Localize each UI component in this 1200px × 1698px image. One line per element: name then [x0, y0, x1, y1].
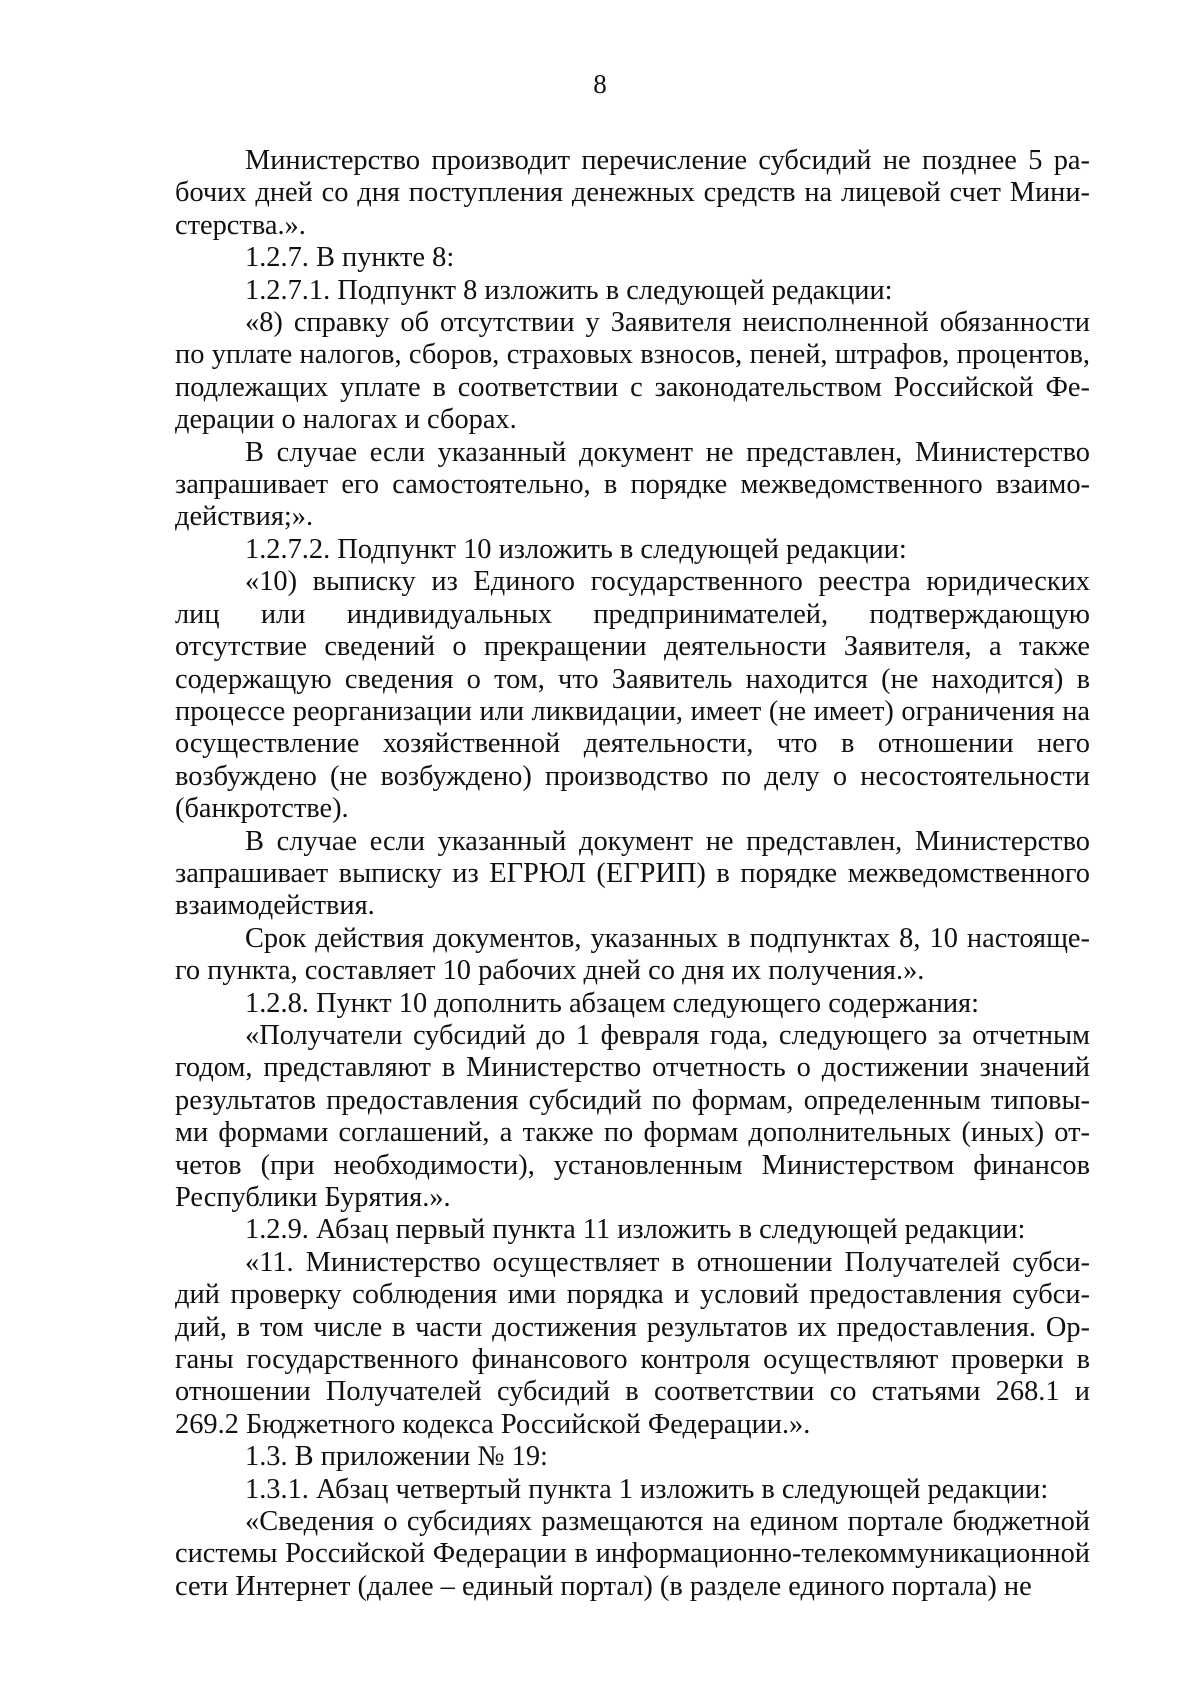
paragraph: В случае если указанный документ не представлен, Министерство запрашивает его самостоятельно, в порядке межведомственного взаимодействия;».: [175, 436, 1090, 533]
paragraph: Министерство производит перечисление субсидий не позднее 5 рабочих дней со дня поступления денежных средств на лицевой счет Министерства.».: [175, 145, 1090, 241]
document-body: [175, 145, 1090, 1603]
paragraph: «8) справку об отсутствии у Заявителя неисполненной обязанности по уплате налогов, сборов, страховых взносов, пеней, штрафов, процентов, подлежащих уплате в соответствии с законодательством Российской Федерации о налогах и сборах.: [175, 307, 1090, 436]
page-number: 8: [593, 69, 607, 99]
paragraph: В случае если указанный документ не представлен, Министерство запрашивает выписку из ЕГРЮЛ (ЕГРИП) в порядке межведомственного взаимодействия.: [175, 825, 1090, 922]
paragraph: 1.3.1. Абзац четвертый пункта 1 изложить в следующей редакции:: [245, 1473, 1049, 1505]
paragraph: «11. Министерство осуществляет в отношении Получателей субсидий проверку соблюдения ими порядка и условий предоставления субсидий, в том числе в части достижения результатов их предоставления. Органы государственного финансового контроля осуществляют проверки в отношении Получателей субсидий в соответствии со статьями 268.1 и 269.2 Бюджетного кодекса Российской Федерации.».: [175, 1246, 1090, 1440]
paragraph: «Получатели субсидий до 1 февраля года, следующего за отчетным годом, представляют в Министерство отчетность о достижении значений результатов предоставления субсидий по формам, определенным типовыми формами соглашений, а также по формам дополнительных (иных) отчетов (при необходимости), установленным Министерством финансов Республики Бурятия.».: [175, 1019, 1090, 1213]
paragraph: «10) выписку из Единого государственного реестра юридических лиц или индивидуальных предпринимателей, подтверждающую отсутствие сведений о прекращении деятельности Заявителя, а также содержащую сведения о том, что Заявитель находится (не находится) в процессе реорганизации или ликвидации, имеет (не имеет) ограничения на осуществление хозяйственной деятельности, что в отношении него возбуждено (не возбуждено) производство по делу о несостоятельности (банкротстве).: [175, 566, 1090, 825]
paragraph: 1.2.9. Абзац первый пункта 11 изложить в следующей редакции:: [245, 1214, 1026, 1246]
paragraph: 1.2.7.2. Подпункт 10 изложить в следующей редакции:: [245, 533, 907, 565]
paragraph: 1.3. В приложении № 19:: [245, 1441, 548, 1473]
paragraph: 1.2.8. Пункт 10 дополнить абзацем следующего содержания:: [245, 987, 979, 1019]
paragraph: 1.2.7. В пункте 8:: [245, 242, 455, 274]
paragraph: «Сведения о субсидиях размещаются на едином портале бюджетной системы Российской Федерации в информационно-телекоммуникационной сети Интернет (далее – единый портал) (в разделе единого портала) не: [175, 1506, 1090, 1602]
paragraph: Срок действия документов, указанных в подпунктах 8, 10 настоящего пункта, составляет 10 рабочих дней со дня их получения.».: [175, 922, 1090, 987]
paragraph: 1.2.7.1. Подпункт 8 изложить в следующей редакции:: [245, 274, 893, 306]
